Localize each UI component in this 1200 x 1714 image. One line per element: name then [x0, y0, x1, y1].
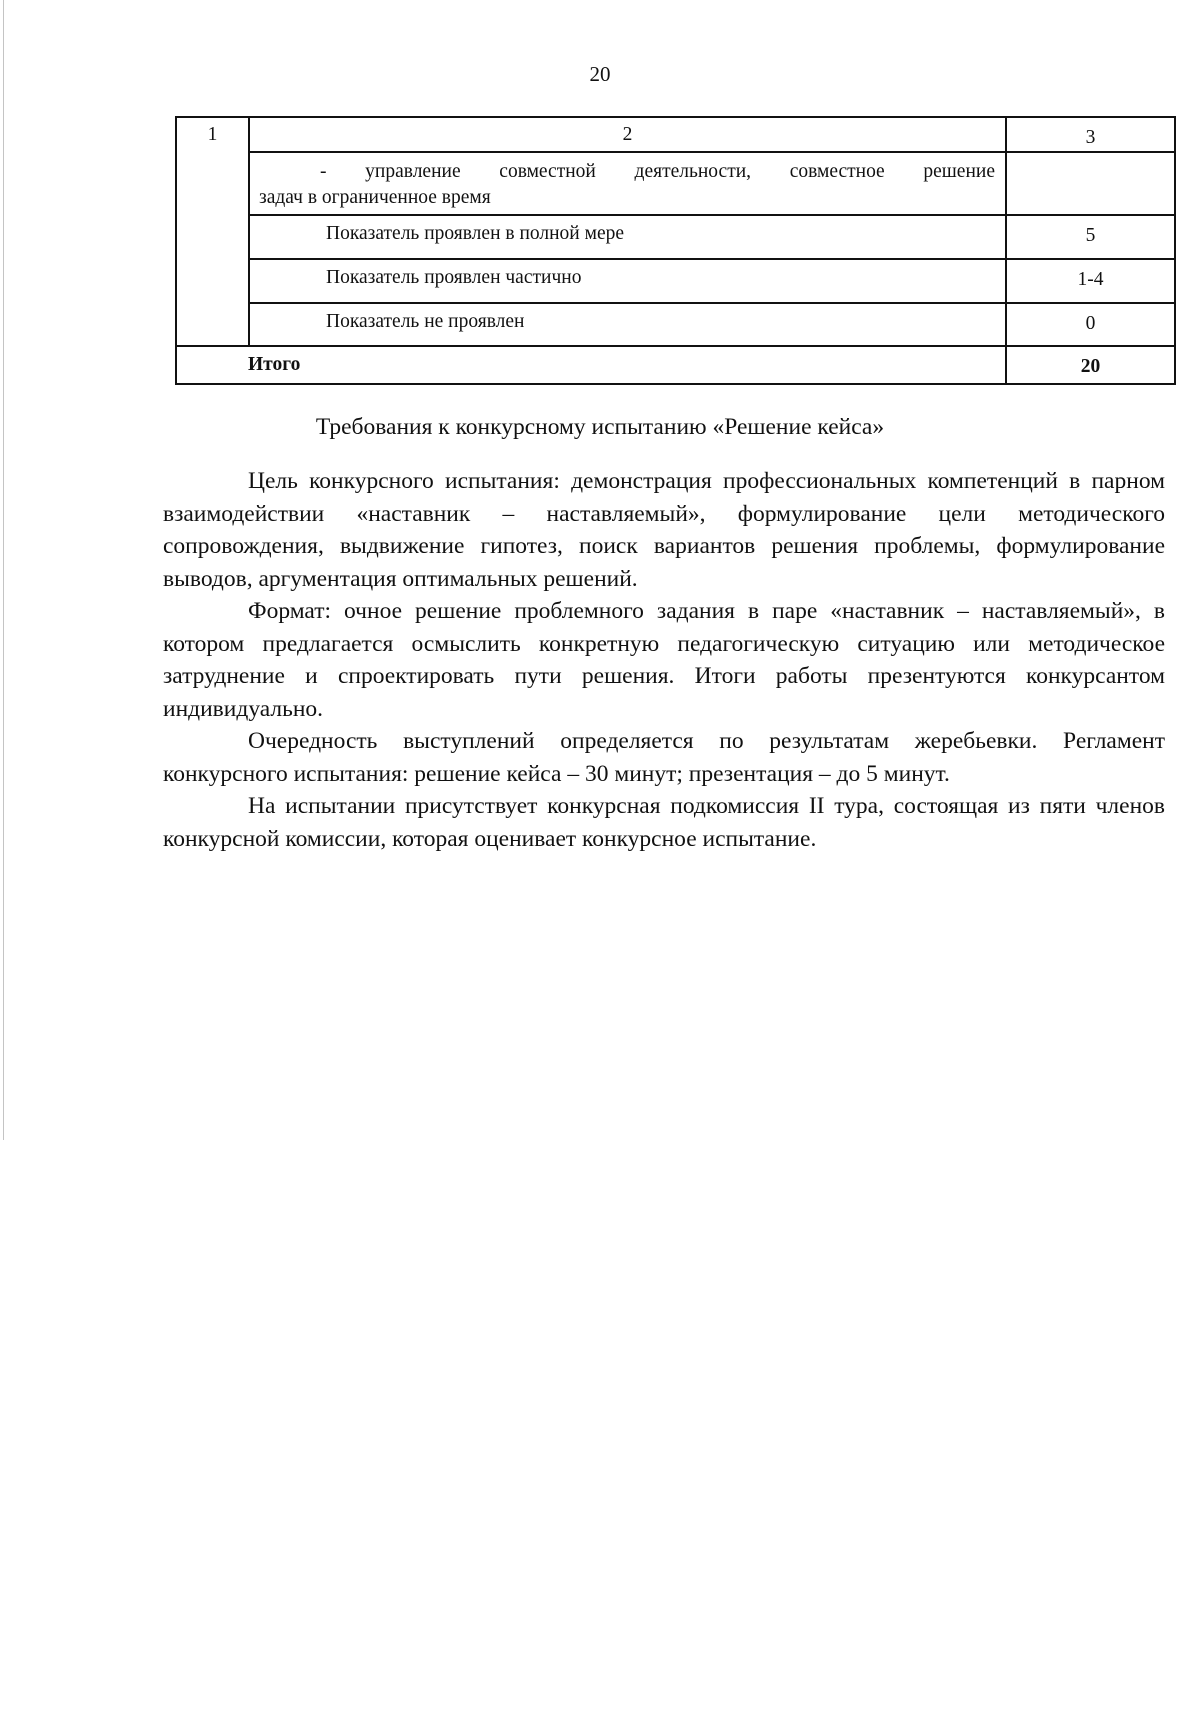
- section-heading: Требования к конкурсному испытанию «Решение кейса»: [315, 414, 885, 440]
- table-border-left: [175, 116, 177, 385]
- paragraph-goal: Цель конкурсного испытания: демонстрация профессиональных компетенций в парном взаимодействии «наставник – наставляемый», формулирование цели методического сопровождения, выдвижение гипотез, поиск вариантов решения проблемы, формулирование выводов, аргументация оптимальных решений.: [163, 468, 1165, 592]
- paragraph-commission: На испытании присутствует конкурсная подкомиссия II тура, состоящая из пяти членов конкурсной комиссии, которая оценивает конкурсное испытание.: [163, 793, 1165, 852]
- table-border-bottom: [175, 383, 1176, 385]
- table-total-label: Итого: [248, 354, 301, 375]
- table-row-indicator-none: Показатель не проявлен: [326, 311, 525, 332]
- table-row-indicator-full: Показатель проявлен в полной мере: [326, 223, 625, 244]
- table-row-divider: [248, 302, 1176, 304]
- table-row-divider: [248, 258, 1176, 260]
- table-header-col1: 1: [207, 124, 218, 145]
- page-number: 20: [589, 62, 611, 86]
- table-row-score-full: 5: [1085, 225, 1096, 246]
- table-row-score-none: 0: [1085, 313, 1096, 334]
- table-row-score-partial: 1-4: [1077, 269, 1104, 290]
- table-row-criterion-line2: задач в ограниченное время: [259, 187, 491, 208]
- paragraph-order: Очередность выступлений определяется по результатам жеребьевки. Регламент конкурсного испытания: решение кейса – 30 минут; презентация – до 5 минут.: [163, 728, 1165, 787]
- table-total-score: 20: [1080, 356, 1101, 377]
- table-border-top: [175, 116, 1176, 118]
- table-col-divider-1: [248, 116, 250, 347]
- scan-edge-line: [3, 0, 4, 1140]
- body-text: [163, 465, 1165, 855]
- table-total-divider: [175, 345, 1176, 347]
- table-header-col2: 2: [622, 124, 633, 145]
- table-row-criterion-line1: - управление совместной деятельности, совместное решение: [320, 161, 995, 182]
- table-border-right: [1174, 116, 1176, 385]
- table-header-col3: 3: [1085, 127, 1096, 148]
- table-col-divider-2: [1005, 116, 1007, 385]
- table-header-divider: [248, 151, 1176, 153]
- table-row-indicator-partial: Показатель проявлен частично: [326, 267, 582, 288]
- table-row-divider: [248, 214, 1176, 216]
- paragraph-format: Формат: очное решение проблемного задания в паре «наставник – наставляемый», в котором предлагается осмыслить конкретную педагогическую ситуацию или методическое затруднение и спроектировать пути решения. Итоги работы презентуются конкурсантом индивидуально.: [163, 598, 1165, 722]
